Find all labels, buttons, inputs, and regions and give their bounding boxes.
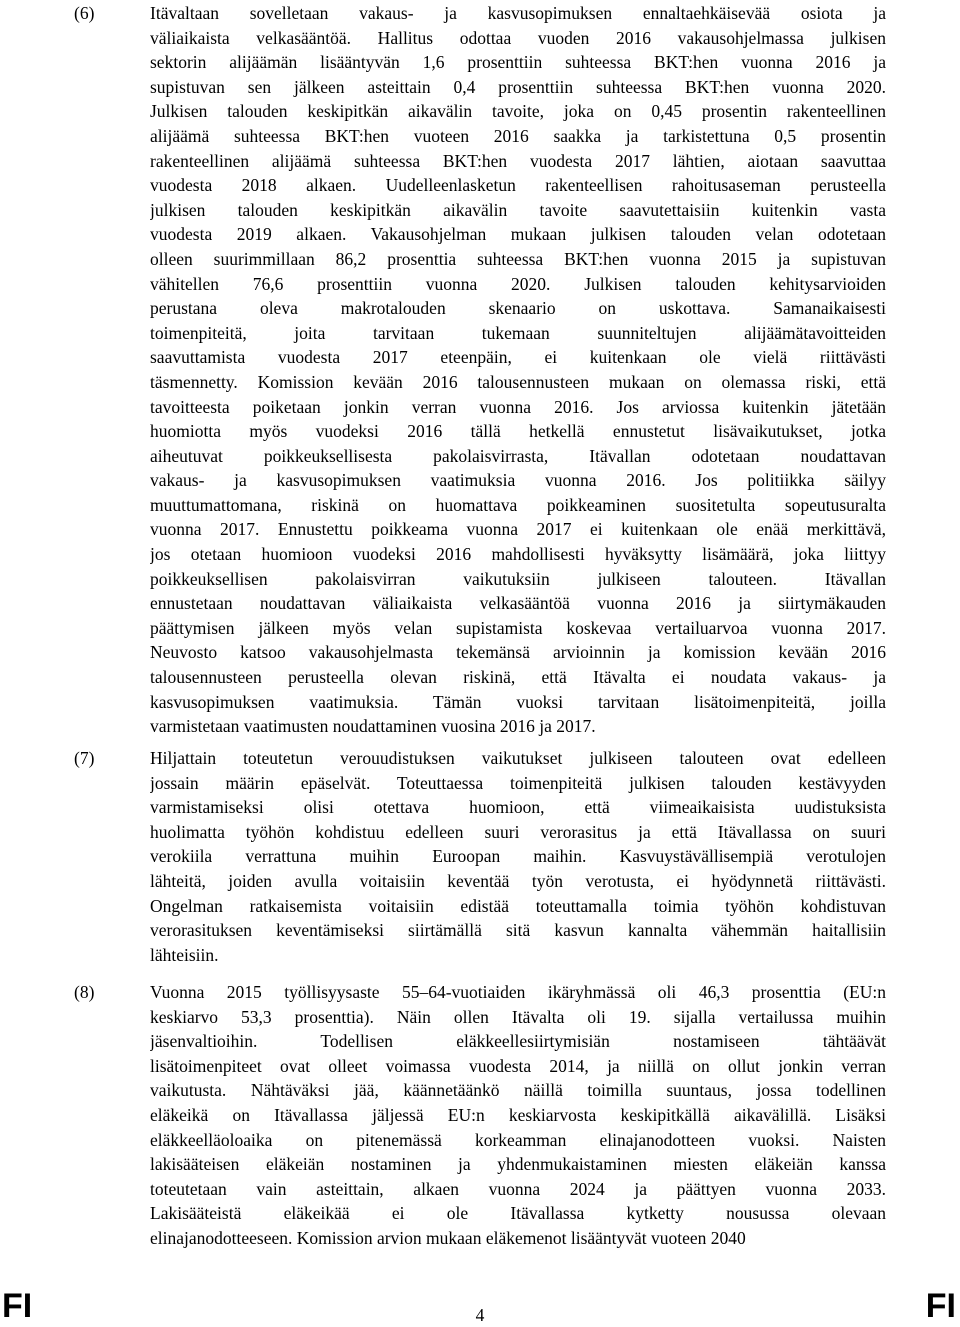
paragraph-text — [150, 980, 886, 1251]
text-line: talousennusteen perusteella olevan riskinä, että Itävalta ei noudata vakaus- ja — [150, 667, 886, 688]
text-line: Hiljattain toteutetun verouudistuksen vaikutukset julkiseen talouteen ovat edelleen — [150, 748, 886, 768]
text-line: jossain määrin epäselvät. Toteuttaessa toimenpiteitä julkisen talouden kestävyyden — [150, 772, 886, 793]
text-line: Ongelman ratkaisemista voitaisiin edistää toteuttamalla toimia työhön kohdistuvan — [150, 895, 886, 916]
text-line: verokiila verrattuna muihin Euroopan maihin. Kasvuystävällisempiä verotulojen — [150, 846, 886, 867]
text-line: elinajanodotteeseen. Komission arvion mukaan eläkemenot lisääntyvät vuoteen 2040 — [150, 1227, 746, 1248]
text-line: keskiarvo 53,3 prosenttia). Näin ollen Itävalta oli 19. sijalla vertailussa muihin — [150, 1006, 886, 1027]
footer-language-right: FI — [925, 1287, 956, 1325]
text-line: Neuvosto katsoo vakausohjelmasta tekemänsä arvioinnin ja komission kevään 2016 — [150, 642, 886, 663]
text-line: täsmennetty. Komission kevään 2016 talousennusteen mukaan on olemassa riski, että — [150, 371, 886, 392]
text-line: ennustetaan noudattavan väliaikaista velkasääntöä vuonna 2016 ja siirtymäkauden — [150, 593, 886, 614]
text-line: toimenpiteitä, joita tarvitaan tukemaan suunniteltujen alijäämätavoitteiden — [150, 322, 886, 343]
text-line: päättymisen jälkeen myös velan supistamista koskevaa vertailuarvoa vuonna 2017. — [150, 617, 886, 638]
text-line: eläkkeelläoloaika on pitenemässä korkeamman elinajanodotteen vuoksi. Naisten — [150, 1129, 886, 1150]
text-line: aiheutuvat poikkeuksellisesta pakolaisvirrasta, Itävallan odotetaan noudattavan — [150, 445, 886, 466]
page-number: 4 — [475, 1305, 485, 1325]
text-line: julkisen talouden keskipitkän aikavälin tavoite saavutettaisiin kuitenkin vasta — [150, 199, 886, 220]
footer-language-left: FI — [2, 1287, 33, 1325]
text-line: kasvusopimuksen vaatimuksia. Tämän vuoksi tarvitaan lisätoimenpiteitä, joilla — [150, 691, 886, 712]
paragraph-number: (7) — [74, 748, 95, 768]
paragraph-text — [150, 746, 886, 967]
text-line: vuodesta 2019 alkaen. Vakausohjelman mukaan julkisen talouden velan odotetaan — [150, 224, 886, 245]
text-line: verorasituksen keventämiseksi siirtämällä sitä kasvun kannalta vähemmän haitallisiin — [150, 920, 886, 941]
text-line: jäsenvaltioihin. Todellisen eläkkeellesiirtymisiän nostamiseen tähtäävät — [150, 1031, 886, 1052]
paragraph-number: (8) — [74, 982, 95, 1002]
text-line: jos otetaan huomioon vuodeksi 2016 mahdollisesti hyväksytty lisämäärä, joka liittyy — [150, 544, 886, 565]
text-line: supistuvan sen jälkeen asteittain 0,4 prosenttiin suhteessa BKT:hen vuonna 2020. — [150, 76, 886, 97]
text-line: lähteitä, joiden avulla voitaisiin keventää työn verotusta, ei hyödynnetä riittävästi. — [150, 870, 886, 891]
text-line: lakisääteisen eläkeiän nostaminen ja yhdenmukaistaminen miesten eläkeiän kanssa — [150, 1154, 886, 1175]
text-line: varmistetaan vaatimusten noudattaminen vuosina 2016 ja 2017. — [150, 716, 596, 737]
text-line: vähitellen 76,6 prosenttiin vuonna 2020. Julkisen talouden kehitysarvioiden — [150, 273, 886, 294]
text-line: vaikutusta. Nähtäväksi jää, käännetäänkö näillä toimilla suuntaus, jossa todellinen — [150, 1080, 886, 1101]
text-line: vakaus- ja kasvusopimuksen vaatimuksia vuonna 2016. Jos politiikka säilyy — [150, 470, 886, 491]
text-line: perustana oleva makrotalouden skenaario on uskottava. Samanaikaisesti — [150, 298, 886, 319]
paragraph-text — [150, 1, 886, 739]
text-line: Vuonna 2015 työllisyysaste 55–64-vuotiaiden ikäryhmässä oli 46,3 prosenttia (EU:n — [150, 982, 886, 1002]
text-line: alijäämä suhteessa BKT:hen vuoteen 2016 saakka ja tarkistettuna 0,5 prosentin — [150, 125, 886, 146]
text-line: vuodesta 2018 alkaen. Uudelleenlasketun rakenteellisen rahoitusaseman perusteella — [150, 175, 886, 196]
text-line: Itävaltaan sovelletaan vakaus- ja kasvusopimuksen ennaltaehkäisevää osiota ja — [150, 3, 886, 23]
text-line: lisätoimenpiteet ovat olleet voimassa vuodesta 2014, ja niillä on ollut jonkin verran — [150, 1055, 886, 1076]
text-line: varmistamiseksi olisi otettava huomioon, että viimeaikaisista uudistuksista — [150, 797, 886, 818]
text-line: huolimatta työhön kohdistuu edelleen suuri verorasitus ja että Itävallassa on suuri — [150, 821, 886, 842]
text-line: muuttumattomana, riskinä on huomattava poikkeaminen suositetulta sopeutusuralta — [150, 494, 886, 515]
text-line: rakenteellinen alijäämä suhteessa BKT:hen vuodesta 2017 lähtien, aiotaan saavuttaa — [150, 150, 886, 171]
text-line: olleen suurimmillaan 86,2 prosenttia suhteessa BKT:hen vuonna 2015 ja supistuvan — [150, 248, 886, 269]
text-line: huomiotta myös vuodeksi 2016 tällä hetkellä ennustetut lisävaikutukset, jotka — [150, 421, 886, 442]
text-line: Julkisen talouden keskipitkän aikavälin tavoite, joka on 0,45 prosentin rakenteellinen — [150, 101, 886, 122]
text-line: eläkeikä on Itävallassa jäljessä EU:n keskiarvosta keskipitkällä aikavälillä. Lisäksi — [150, 1104, 886, 1125]
text-line: sektorin alijäämän lisääntyvän 1,6 prosenttiin suhteessa BKT:hen vuonna 2016 ja — [150, 52, 886, 73]
text-line: lähteisiin. — [150, 944, 219, 965]
text-line: poikkeuksellisen pakolaisvirran vaikutuksiin julkiseen talouteen. Itävallan — [150, 568, 886, 589]
paragraph-number: (6) — [74, 3, 95, 23]
text-line: vuonna 2017. Ennustettu poikkeama vuonna 2017 ei kuitenkaan ole enää merkittävä, — [150, 519, 886, 540]
text-line: tavoitteesta poiketaan jonkin verran vuonna 2016. Jos arviossa kuitenkin jätetään — [150, 396, 886, 417]
text-line: toteutetaan vain asteittain, alkaen vuonna 2024 ja päättyen vuonna 2033. — [150, 1178, 886, 1199]
text-line: Lakisääteistä eläkeikää ei ole Itävallassa kytketty nousussa olevaan — [150, 1203, 886, 1224]
text-line: väliaikaista velkasääntöä. Hallitus odottaa vuoden 2016 vakausohjelmassa julkisen — [150, 27, 886, 48]
text-line: saavuttamista vuodesta 2017 eteenpäin, ei kuitenkaan ole vielä riittävästi — [150, 347, 886, 368]
